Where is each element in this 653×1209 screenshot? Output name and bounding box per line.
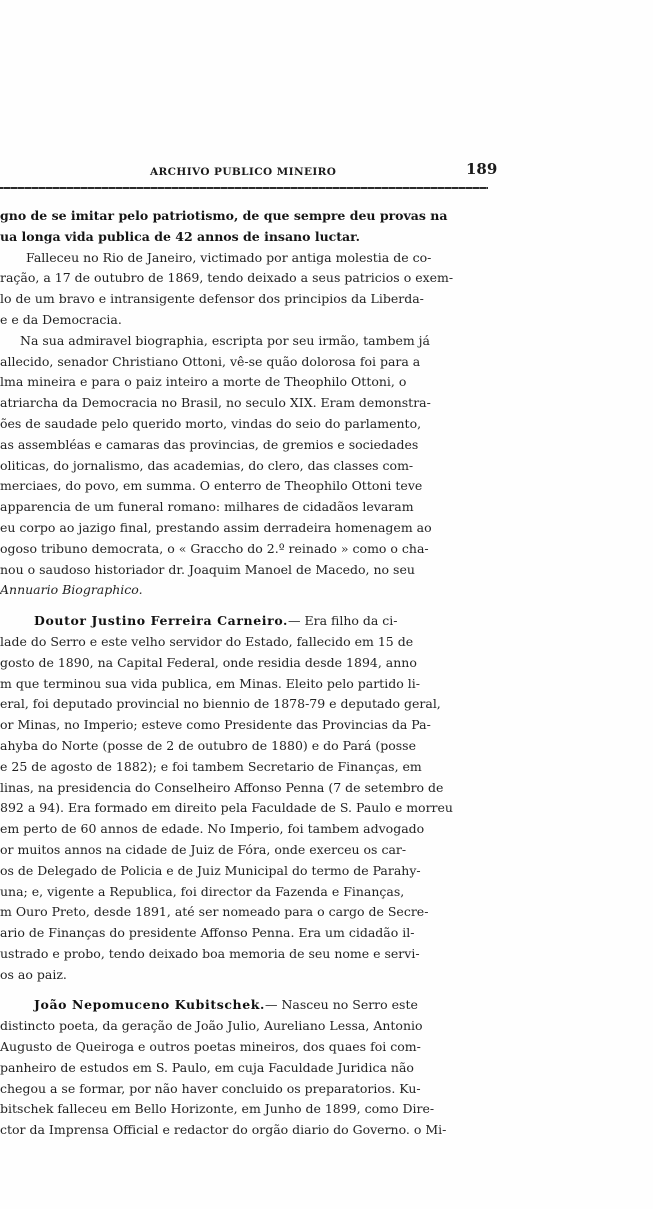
paragraph-3 [0, 331, 496, 601]
text-line: os ao paiz. [0, 966, 67, 982]
entry-justino-carneiro [0, 611, 496, 985]
text-line: lma mineira e para o paiz inteiro a morte de Theophilo Ottoni, o [0, 374, 407, 390]
text-line: gno de se imitar pelo patriotismo, de que sempre deu provas na [0, 208, 448, 223]
text-line: m que terminou sua vida publica, em Minas. Eleito pelo partido li- [0, 675, 420, 691]
text-line: Falleceu no Rio de Janeiro, victimado por antiga molestia de co- [26, 249, 432, 265]
text-line: Annuario Biographico. [0, 582, 143, 598]
paragraph-gap [0, 601, 496, 611]
text-line: gosto de 1890, na Capital Federal, onde residia desde 1894, anno [0, 654, 417, 670]
text-line: ões de saudade pelo querido morto, vindas do seio do parlamento, [0, 415, 422, 431]
text-line: bitschek falleceu em Bello Horizonte, em Junho de 1899, como Dire- [0, 1101, 435, 1117]
entry-first-line [0, 611, 496, 632]
running-head: ARCHIVO PUBLICO MINEIRO [150, 166, 337, 178]
text-line: distincto poeta, da geração de João Julio, Aureliano Lessa, Antonio [0, 1018, 423, 1034]
text-line: apparencia de um funeral romano: milhares de cidadãos levaram [0, 499, 414, 515]
text-line: as assembléas e camaras das provincias, de gremios e sociedades [0, 436, 419, 452]
page-number: 189 [466, 160, 498, 178]
text-line: or muitos annos na cidade de Juiz de Fóra, onde exerceu os car- [0, 841, 407, 857]
text-line: ctor da Imprensa Official e redactor do orgão diario do Governo. o Mi- [0, 1122, 447, 1138]
entry-first-line-rest: — Nasceu no Serro este [265, 997, 418, 1013]
text-line: Augusto de Queiroga e outros poetas mineiros, dos quaes foi com- [0, 1039, 421, 1055]
entry-first-line-rest: — Era filho da ci- [288, 613, 398, 629]
body-text [0, 206, 496, 1141]
entry-name: Doutor Justino Ferreira Carneiro. [34, 613, 288, 629]
text-line: os de Delegado de Policia e de Juiz Municipal do termo de Parahy- [0, 862, 421, 878]
entry-name: João Nepomuceno Kubitschek. [34, 997, 265, 1013]
text-line: allecido, senador Christiano Ottoni, vê-se quão dolorosa foi para a [0, 353, 421, 369]
text-line: m Ouro Preto, desde 1891, até ser nomeado para o cargo de Secre- [0, 904, 429, 920]
text-line: e e da Democracia. [0, 311, 122, 327]
text-line: ario de Finanças do presidente Affonso Penna. Era um cidadão il- [0, 925, 415, 941]
text-line: una; e, vigente a Republica, foi director da Fazenda e Finanças, [0, 883, 405, 899]
text-line: ração, a 17 de outubro de 1869, tendo deixado a seus patricios o exem- [0, 270, 454, 286]
text-line: ustrado e probo, tendo deixado boa memoria de seu nome e servi- [0, 945, 420, 961]
text-line: linas, na presidencia do Conselheiro Affonso Penna (7 de setembro de [0, 779, 444, 795]
paragraph-gap [0, 985, 496, 995]
text-line: oliticas, do jornalismo, das academias, do clero, das classes com- [0, 457, 414, 473]
paragraph-1 [0, 206, 496, 248]
header-rule [0, 187, 488, 189]
text-line: or Minas, no Imperio; esteve como Presidente das Provincias da Pa- [0, 717, 431, 733]
text-line: ogoso tribuno democrata, o « Graccho do 2.º reinado » como o cha- [0, 540, 429, 556]
text-line: panheiro de estudos em S. Paulo, em cuja Faculdade Juridica não [0, 1059, 414, 1075]
text-line: ua longa vida publica de 42 annos de insano luctar. [0, 228, 360, 244]
text-line: eral, foi deputado provincial no biennio de 1878-79 e deputado geral, [0, 696, 441, 712]
text-line: ahyba do Norte (posse de 2 de outubro de 1880) e do Pará (posse [0, 737, 416, 753]
text-line: lade do Serro e este velho servidor do Estado, fallecido em 15 de [0, 633, 414, 649]
text-line: em perto de 60 annos de edade. No Imperio, foi tambem advogado [0, 821, 425, 837]
entry-joao-kubitschek [0, 995, 496, 1141]
text-line: chegou a se formar, por não haver concluido os preparatorios. Ku- [0, 1080, 421, 1096]
entry-first-line [0, 995, 496, 1016]
text-line: 892 a 94). Era formado em direito pela Faculdade de S. Paulo e morreu [0, 800, 453, 816]
text-line: Na sua admiravel biographia, escripta por seu irmão, tambem já [20, 332, 431, 348]
text-line: lo de um bravo e intransigente defensor dos principios da Liberda- [0, 291, 424, 307]
text-line: atriarcha da Democracia no Brasil, no seculo XIX. Eram demonstra- [0, 395, 431, 411]
text-line: eu corpo ao jazigo final, prestando assim derradeira homenagem ao [0, 519, 432, 535]
paragraph-2 [0, 248, 496, 331]
text-line: nou o saudoso historiador dr. Joaquim Manoel de Macedo, no seu [0, 561, 415, 577]
text-line: e 25 de agosto de 1882); e foi tambem Secretario de Finanças, em [0, 758, 422, 774]
text-line: merciaes, do povo, em summa. O enterro de Theophilo Ottoni teve [0, 478, 423, 494]
